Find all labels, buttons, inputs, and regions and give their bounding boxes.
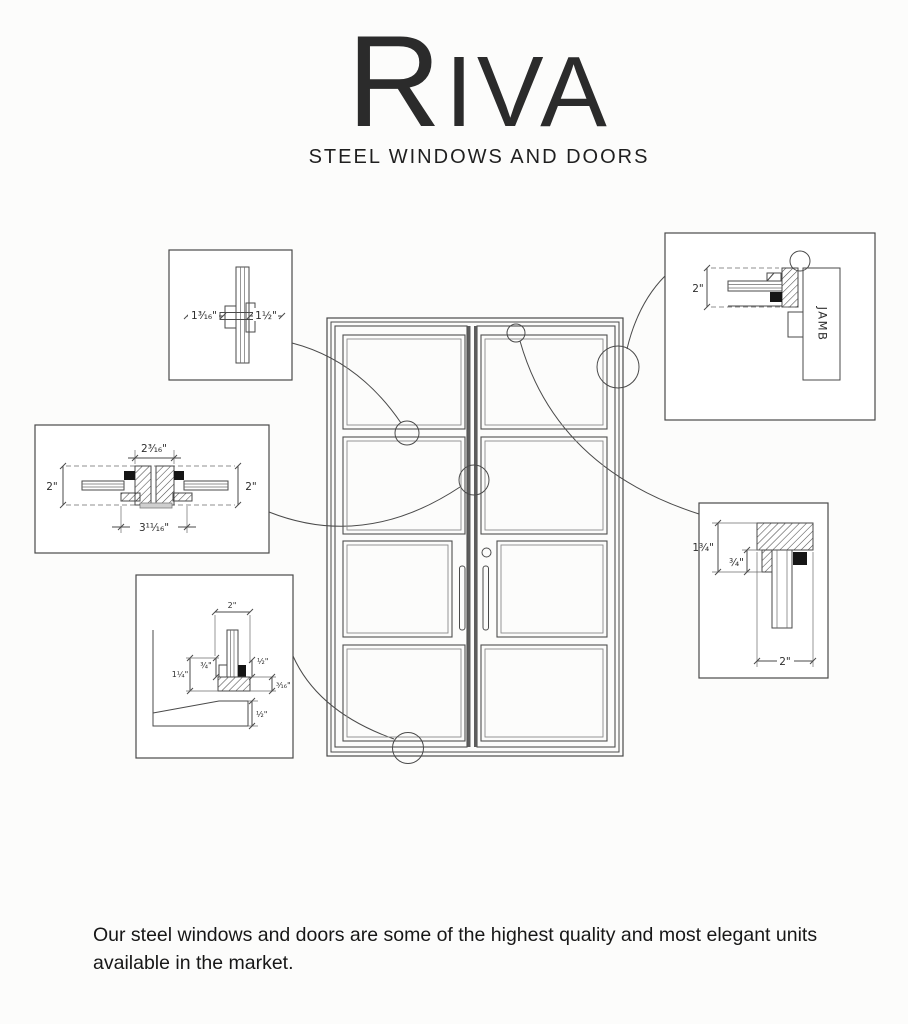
dim-head-inner: ¾" — [728, 557, 744, 569]
callout-leader-lines — [269, 276, 699, 739]
door-leaf-right — [477, 326, 615, 747]
dim-head-outer: 1¾" — [692, 542, 714, 554]
door-leaf-left — [335, 326, 467, 747]
dim-jamb-height: 2" — [692, 283, 704, 295]
dim-muntin-left: 1³⁄₁₆" — [191, 310, 217, 322]
dim-sill-right-bottom: ½" — [256, 710, 268, 719]
meeting-stile — [474, 326, 477, 747]
dim-head-width: 2" — [779, 656, 791, 668]
dim-meeting-stile-top: 2³⁄₁₆" — [141, 443, 167, 455]
meeting-stile — [468, 326, 471, 747]
glass-panels-right — [481, 335, 607, 741]
dim-sill-right-mid: ³⁄₁₆" — [276, 681, 291, 690]
callout-circles — [393, 324, 640, 764]
brand-tagline: STEEL WINDOWS AND DOORS — [308, 146, 650, 168]
dim-muntin-right: 1½" — [255, 310, 277, 322]
description-text: Our steel windows and doors are some of the highest quality and most elegant units available in the market. — [93, 923, 818, 975]
door-lock-cylinder — [482, 548, 491, 557]
dim-meeting-stile-right: 2" — [245, 481, 257, 493]
dim-sill-left: 1¼" — [171, 670, 189, 679]
detail-box-sill-section — [136, 575, 293, 758]
dim-sill-right-top: ½" — [257, 657, 269, 666]
jamb-label: JAMB — [815, 306, 830, 342]
detail-box-muntin-section — [169, 250, 292, 380]
door-handle-left — [460, 566, 466, 630]
detail-box-meeting-stile-section — [35, 425, 269, 553]
dim-sill-stop: ¾" — [200, 661, 212, 670]
detail-box-jamb-section — [665, 233, 875, 420]
dim-meeting-stile-left: 2" — [46, 481, 58, 493]
door-elevation — [327, 318, 623, 756]
dim-sill-top: 2" — [227, 601, 237, 610]
detail-box-head-section — [692, 503, 828, 678]
dim-meeting-stile-bottom: 3¹¹⁄₁₆" — [138, 522, 170, 534]
door-handle-right — [483, 566, 489, 630]
glass-panels-left — [343, 335, 465, 741]
brand-logo: RIVA — [347, 8, 611, 154]
